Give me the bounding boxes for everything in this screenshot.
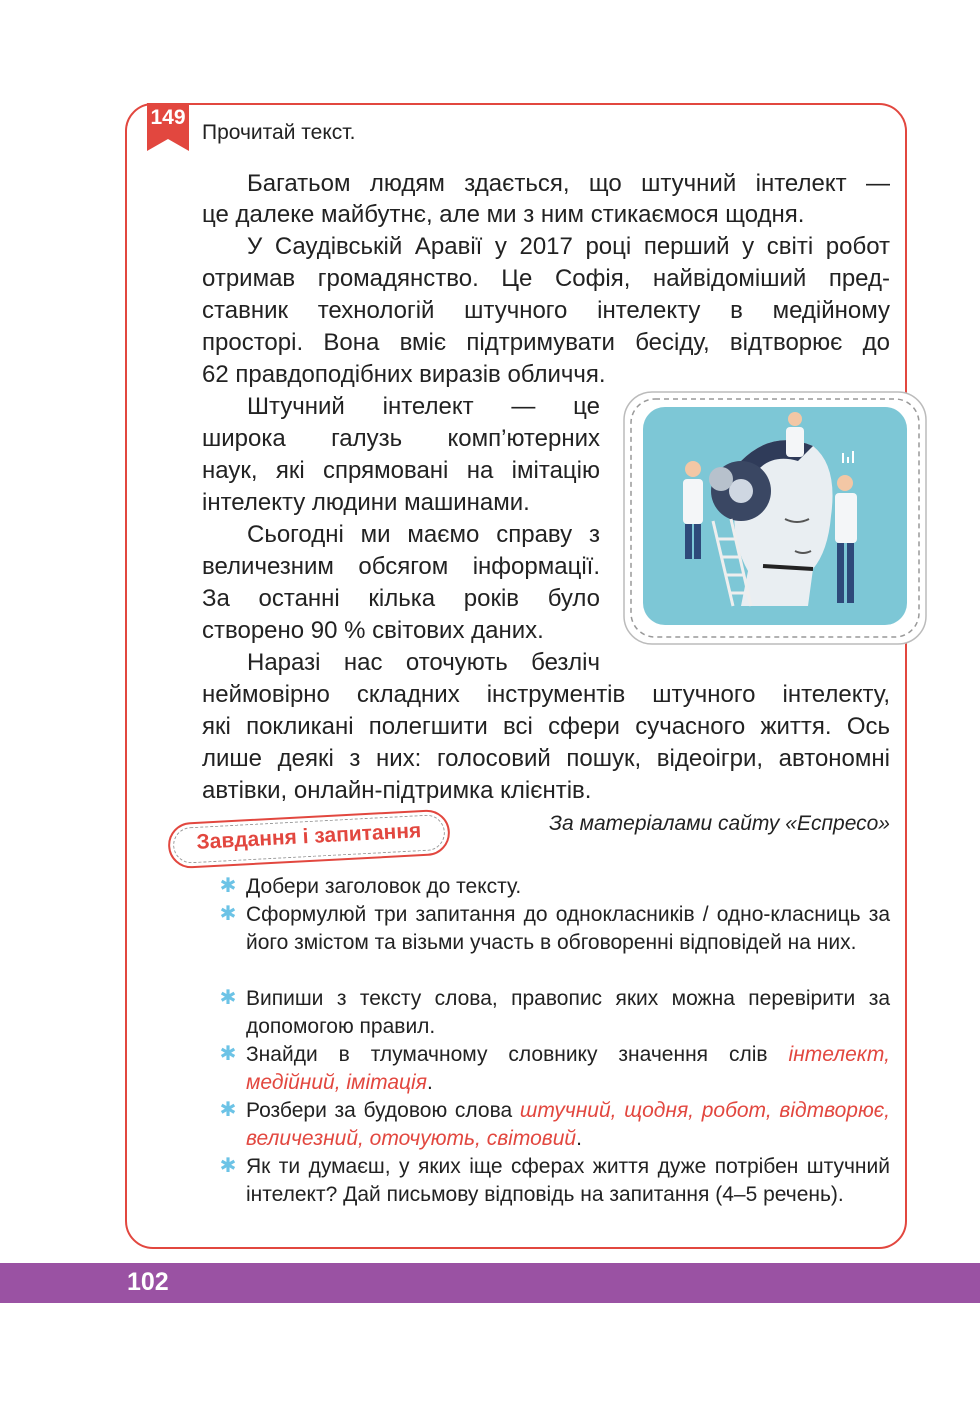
highlighted-words: інтелект, медійний, імітація (246, 1043, 890, 1094)
highlighted-words: штучний, щодня, робот, відтворює, величезний, оточують, світовий (246, 1099, 890, 1150)
text-line: які покликані полегшити всі сфери сучасного життя. Ось (202, 713, 890, 740)
tasks-heading: Завдання і запитання (195, 819, 422, 854)
text-line: автівки, онлайн-підтримка клієнтів. (202, 777, 592, 804)
task-text: Випиши з тексту слова, правопис яких можна перевірити за допомогою правил. (246, 987, 890, 1038)
exercise-number: 149 (150, 106, 186, 129)
text-source: За матеріалами сайту «Еспресо» (549, 812, 890, 835)
text-line: це далеке майбутнє, але ми з ним стикаємося щодня. (202, 201, 805, 228)
task-text-part: Розбери за будовою слова (246, 1099, 520, 1122)
text-line: отримав громадянство. Це Софія, найвідоміший пред- (202, 265, 890, 292)
snowflake-bullet-icon: ✱ (219, 875, 237, 897)
task-text-part: . (426, 1071, 433, 1094)
text-line: 62 правдоподібних виразів обличчя. (202, 361, 606, 388)
text-line: широка галузь комп’ютерних (202, 425, 600, 452)
snowflake-bullet-icon: ✱ (219, 1099, 237, 1121)
text-line: Багатьом людям здається, що штучний інтелект — (247, 170, 890, 197)
snowflake-bullet-icon: ✱ (219, 1043, 237, 1065)
task-text-part: Знайди в тлумачному словнику значення слів (246, 1043, 789, 1066)
text-line: величезним обсягом інформації. (202, 553, 600, 580)
snowflake-bullet-icon: ✱ (219, 1155, 237, 1177)
text-line: ставник технологій штучного інтелекту в медійному (202, 297, 890, 324)
text-line: Штучний інтелект — це (247, 393, 600, 420)
ai-robot-illustration (623, 391, 927, 645)
task-text: Сформулюй три запитання до однокласників / одно-класниць за його змістом та візьми участь в обговоренні відповідей на них. (246, 903, 890, 954)
text-line: наук, які спрямовані на імітацію (202, 457, 600, 484)
page-number: 102 (127, 1268, 169, 1296)
text-line: лише деякі з них: голосовий пошук, відеоігри, автономні (202, 745, 890, 772)
snowflake-bullet-icon: ✱ (219, 987, 237, 1009)
text-line: неймовірно складних інструментів штучного інтелекту, (202, 681, 890, 708)
text-line: створено 90 % світових даних. (202, 617, 544, 644)
task-text (246, 1097, 890, 1153)
text-line: У Саудівській Аравії у 2017 році перший у світі робот (247, 233, 890, 260)
text-line: інтелекту людини машинами. (202, 489, 530, 516)
exercise-instruction: Прочитай текст. (202, 121, 356, 144)
task-text-part: . (576, 1127, 582, 1150)
task-text: Як ти думаєш, у яких іще сферах життя дуже потрібен штучний інтелект? Дай письмову відповідь на запитання (4–5 речень). (246, 1155, 890, 1206)
text-line: Наразі нас оточують безліч (247, 649, 600, 676)
snowflake-bullet-icon: ✱ (219, 903, 237, 925)
task-text (246, 1041, 890, 1097)
text-line: просторі. Вона вміє підтримувати бесіду, відтворює до (202, 329, 890, 356)
text-line: За останні кілька років було (202, 585, 600, 612)
text-line: Сьогодні ми маємо справу з (247, 521, 600, 548)
task-text: Добери заголовок до тексту. (246, 875, 522, 898)
